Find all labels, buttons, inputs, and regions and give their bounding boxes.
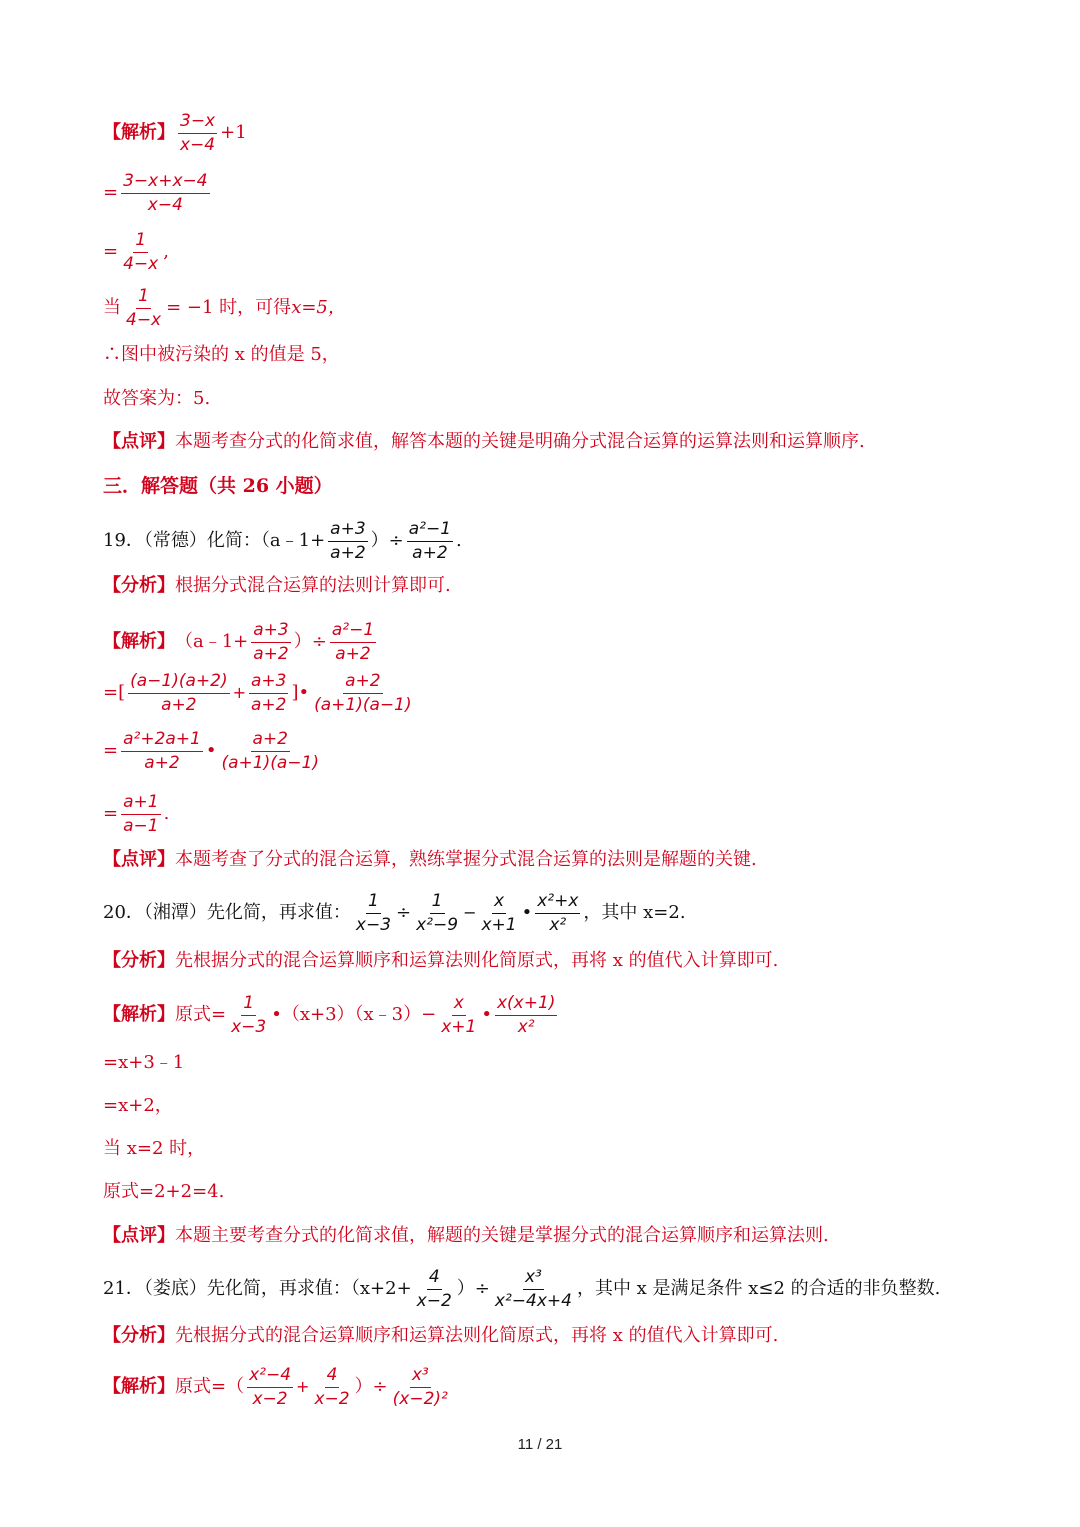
q20-solution-step2: =x+3﹣1 — [103, 1052, 185, 1073]
comment-label: 【点评】 — [103, 1225, 175, 1246]
q18-comment: 【点评】 本题考查分式的化简求值，解答本题的关键是明确分式混合运算的运算法则和运算顺序. — [103, 431, 865, 452]
q19-solution-step1: 【解析】 （a﹣1+ $\frac{a+3}{a+2}$ ）÷ $\frac{\text{a²−1}}{a+2}$ — [103, 620, 375, 664]
fraction: $\frac{3-x}{x-4}$ — [180, 111, 216, 155]
fraction: $\frac{\text{x³}}{\text{x²−4x+4}}$ — [494, 1267, 572, 1311]
q21-solution-step1: 【解析】 原式=（ $\frac{\text{x²−4}}{x-2}$ + $\frac{4}{x-2}$ ）÷ $\frac{\text{x³}}{\text{(x−2)²}}$ — [103, 1365, 448, 1409]
q20-analysis: 【分析】 先根据分式的混合运算顺序和运算法则化简原式，再将 x 的值代入计算即可. — [103, 950, 779, 971]
fraction: $\frac{\text{a²−1}}{a+2}$ — [331, 620, 375, 664]
q20-solution-step3: =x+2， — [103, 1095, 173, 1116]
fraction: $\frac{(a-1)(a+2)}{a+2}$ — [130, 671, 228, 715]
fraction: $\frac{x}{x+1}$ — [481, 891, 517, 935]
q18-solution-step2: = $\frac{3-x+x-4}{x-4}$ — [103, 171, 208, 215]
fraction: $\frac{a+2}{(a+1)(a-1)}$ — [314, 671, 412, 715]
fraction: $\frac{a+3}{a+2}$ — [251, 671, 287, 715]
fraction: $\frac{a+1}{a-1}$ — [123, 792, 159, 836]
fraction: $\frac{\text{a²+2a+1}}{a+2}$ — [123, 729, 201, 773]
analysis-label: 【解析】 — [103, 1004, 175, 1026]
q20-question: 20．（湘潭）先化简，再求值： $\frac{1}{x-3}$ ÷ $\frac{1}{\text{x²−9}}$ − $\frac{x}{x+1}$ • $\frac{\text{x²+x}}{\text{x²}}$ ，其中 x=2. — [103, 891, 686, 935]
q18-answer: 故答案为：5. — [103, 388, 211, 409]
q20-solution-step4: 当 x=2 时， — [103, 1138, 206, 1159]
fraction: $\frac{3-x+x-4}{x-4}$ — [123, 171, 208, 215]
fraction: $\frac{\text{a²−1}}{a+2}$ — [408, 519, 452, 563]
fraction: $\frac{x(x+1)}{\text{x²}}$ — [496, 993, 556, 1037]
q19-analysis: 【分析】 根据分式混合运算的法则计算即可. — [103, 575, 451, 596]
fraction: $\frac{1}{4-x}$ — [126, 286, 162, 330]
fraction: $\frac{\text{x²+x}}{\text{x²}}$ — [537, 891, 579, 935]
q20-solution-step1: 【解析】 原式= $\frac{1}{x-3}$ •（x+3）（x﹣3）− $\frac{x}{x+1}$ • $\frac{x(x+1)}{\text{x²}}$ — [103, 993, 556, 1037]
q21-question: 21．（娄底）先化简，再求值：（x+2+ $\frac{4}{x-2}$ ）÷ $\frac{\text{x³}}{\text{x²−4x+4}}$ ，其中 x 是满足条件 x≤2 的合适的非负整数. — [103, 1267, 941, 1311]
q18-solution-step1 — [103, 112, 247, 154]
plus-one: +1 — [220, 122, 247, 144]
analysis-label: 【分析】 — [103, 575, 175, 596]
analysis-label: 【分析】 — [103, 1325, 175, 1346]
fraction: $\frac{a+2}{(a+1)(a-1)}$ — [221, 729, 319, 773]
q19-solution-step2: =[ $\frac{(a-1)(a+2)}{a+2}$ + $\frac{a+3}{a+2}$ ]• $\frac{a+2}{(a+1)(a-1)}$ — [103, 671, 412, 715]
q19-comment: 【点评】 本题考查了分式的混合运算，熟练掌握分式混合运算的法则是解题的关键. — [103, 849, 757, 870]
q19-solution-step4: = $\frac{a+1}{a-1}$ . — [103, 792, 170, 836]
section-heading: 三．解答题（共 26 小题） — [103, 475, 333, 497]
analysis-label: 【分析】 — [103, 950, 175, 971]
q18-therefore: ∴图中被污染的 x 的值是 5， — [103, 344, 340, 365]
comment-label: 【点评】 — [103, 431, 175, 452]
fraction: $\frac{\text{x³}}{\text{(x−2)²}}$ — [392, 1365, 448, 1409]
fraction: $\frac{x}{x+1}$ — [441, 993, 477, 1037]
page-number: 11 / 21 — [517, 1436, 563, 1453]
comment-label: 【点评】 — [103, 849, 175, 870]
fraction: $\frac{a+3}{a+2}$ — [330, 519, 366, 563]
q18-solution-step3: = $\frac{1}{4-x}$ , — [103, 230, 169, 274]
fraction: $\frac{1}{4-x}$ — [123, 230, 159, 274]
q19-question: 19．（常德）化简：（a﹣1+ $\frac{a+3}{a+2}$ ）÷ $\frac{\text{a²−1}}{a+2}$ . — [103, 519, 462, 563]
q18-solution-step4: 当 $\frac{1}{4-x}$ = −1 时，可得 x=5， — [103, 286, 346, 330]
q20-comment: 【点评】 本题主要考查分式的化简求值，解题的关键是掌握分式的混合运算顺序和运算法则. — [103, 1225, 829, 1246]
analysis-label: 【解析】 — [103, 1376, 175, 1398]
analysis-label: 【解析】 — [103, 122, 175, 144]
fraction: $\frac{1}{x-3}$ — [231, 993, 267, 1037]
q21-analysis: 【分析】 先根据分式的混合运算顺序和运算法则化简原式，再将 x 的值代入计算即可. — [103, 1325, 779, 1346]
fraction: $\frac{1}{x-3}$ — [355, 891, 392, 935]
q20-solution-step5: 原式=2+2=4. — [103, 1181, 225, 1202]
fraction: $\frac{4}{x-2}$ — [314, 1365, 350, 1409]
fraction: $\frac{4}{x-2}$ — [416, 1267, 452, 1311]
analysis-label: 【解析】 — [103, 631, 175, 653]
fraction: $\frac{\text{x²−4}}{x-2}$ — [249, 1365, 292, 1409]
fraction: $\frac{a+3}{a+2}$ — [253, 620, 289, 664]
fraction: $\frac{1}{\text{x²−9}}$ — [416, 891, 459, 935]
q19-solution-step3: = $\frac{\text{a²+2a+1}}{a+2}$ • $\frac{a+2}{(a+1)(a-1)}$ — [103, 729, 319, 773]
